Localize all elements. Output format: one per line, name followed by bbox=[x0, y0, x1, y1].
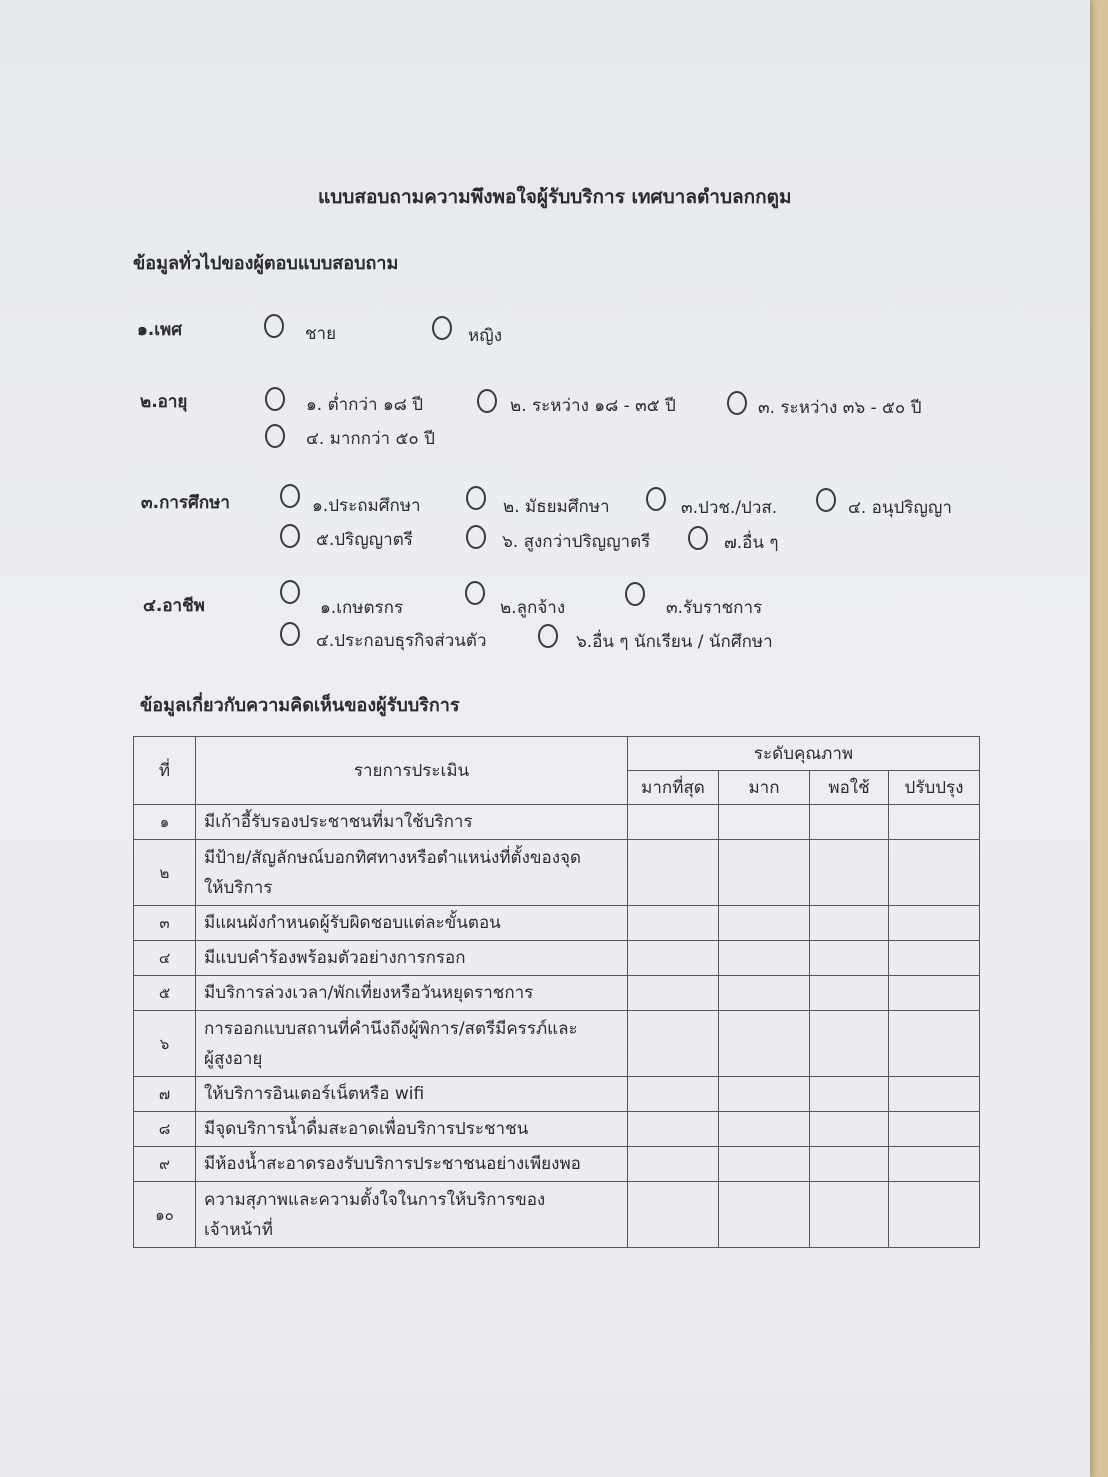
education-option-7-label: ๗.อื่น ๆ bbox=[724, 533, 779, 553]
age-option-4-label: ๔. มากกว่า ๕๐ ปี bbox=[306, 429, 435, 449]
gender-female-radio[interactable] bbox=[432, 316, 452, 340]
education-label: ๓.การศึกษา bbox=[141, 493, 230, 513]
row-item bbox=[196, 1112, 628, 1147]
age-label: ๒.อายุ bbox=[140, 392, 188, 412]
table-row bbox=[134, 941, 980, 976]
education-option-2-label: ๒. มัธยมศึกษา bbox=[503, 497, 610, 517]
row-item bbox=[196, 976, 628, 1011]
education-option-1-label: ๑.ประถมศึกษา bbox=[312, 496, 421, 516]
rating-cell[interactable] bbox=[719, 1147, 810, 1182]
col-level-header: ระดับคุณภาพ bbox=[628, 737, 980, 771]
row-number: ๙ bbox=[134, 1147, 196, 1182]
age-option-1-radio[interactable] bbox=[265, 387, 285, 411]
table-row bbox=[134, 840, 980, 906]
row-number: ๔ bbox=[134, 941, 196, 976]
gender-label: ๑.เพศ bbox=[137, 320, 183, 340]
education-option-4-label: ๔. อนุปริญญา bbox=[848, 498, 952, 518]
occupation-option-1-radio[interactable] bbox=[280, 580, 300, 604]
rating-cell[interactable] bbox=[719, 1011, 810, 1077]
rating-cell[interactable] bbox=[889, 1077, 980, 1112]
row-item bbox=[196, 805, 628, 840]
occupation-option-4-label: ๔.ประกอบธุรกิจส่วนตัว bbox=[316, 631, 487, 651]
education-option-1-radio[interactable] bbox=[280, 484, 300, 508]
education-option-7-radio[interactable] bbox=[688, 526, 708, 550]
rating-cell[interactable] bbox=[628, 906, 719, 941]
row-number: ๘ bbox=[134, 1112, 196, 1147]
occupation-option-2-radio[interactable] bbox=[465, 581, 485, 605]
table-row bbox=[134, 906, 980, 941]
rating-cell[interactable] bbox=[719, 906, 810, 941]
row-item bbox=[196, 1011, 628, 1077]
rating-cell[interactable] bbox=[889, 1011, 980, 1077]
gender-female-label: หญิง bbox=[468, 326, 502, 346]
rating-cell[interactable] bbox=[628, 976, 719, 1011]
rating-cell[interactable] bbox=[719, 805, 810, 840]
age-option-3-radio[interactable] bbox=[727, 391, 747, 415]
table-row bbox=[134, 1011, 980, 1077]
education-option-3-label: ๓.ปวช./ปวส. bbox=[681, 498, 778, 518]
general-info-heading: ข้อมูลทั่วไปของผู้ตอบแบบสอบถาม bbox=[133, 253, 399, 274]
education-option-5-radio[interactable] bbox=[280, 524, 300, 548]
rating-cell[interactable] bbox=[628, 1077, 719, 1112]
age-option-3-label: ๓. ระหว่าง ๓๖ - ๕๐ ปี bbox=[758, 398, 922, 418]
row-item bbox=[196, 1147, 628, 1182]
rating-cell[interactable] bbox=[889, 941, 980, 976]
rating-cell[interactable] bbox=[889, 1147, 980, 1182]
level-header-4: ปรับปรุง bbox=[889, 771, 980, 805]
row-item bbox=[196, 840, 628, 906]
row-number: ๑ bbox=[134, 805, 196, 840]
row-number: ๕ bbox=[134, 976, 196, 1011]
evaluation-table bbox=[133, 736, 980, 1248]
row-item-text: การออกแบบสถานที่คำนึงถึงผู้พิการ/สตรีมีครรภ์และ bbox=[204, 1018, 578, 1039]
row-item-text-cont: ให้บริการ bbox=[204, 877, 273, 898]
occupation-option-6-radio[interactable] bbox=[538, 624, 558, 648]
rating-cell[interactable] bbox=[889, 976, 980, 1011]
rating-cell[interactable] bbox=[889, 1112, 980, 1147]
rating-cell[interactable] bbox=[628, 1112, 719, 1147]
row-item-text: มีแผนผังกำหนดผู้รับผิดชอบแต่ละขั้นตอน bbox=[204, 913, 501, 933]
education-option-3-radio[interactable] bbox=[646, 487, 666, 511]
age-option-2-radio[interactable] bbox=[477, 389, 497, 413]
rating-cell[interactable] bbox=[719, 1077, 810, 1112]
rating-cell[interactable] bbox=[719, 1112, 810, 1147]
rating-cell[interactable] bbox=[810, 1011, 889, 1077]
row-item-text: มีแบบคำร้องพร้อมตัวอย่างการกรอก bbox=[204, 948, 466, 968]
gender-male-label: ชาย bbox=[305, 324, 337, 344]
rating-cell[interactable] bbox=[628, 1182, 719, 1248]
occupation-option-3-radio[interactable] bbox=[625, 582, 645, 606]
row-item bbox=[196, 906, 628, 941]
rating-cell[interactable] bbox=[719, 976, 810, 1011]
level-header-3: พอใช้ bbox=[810, 771, 889, 805]
rating-cell[interactable] bbox=[889, 906, 980, 941]
row-number: ๒ bbox=[134, 840, 196, 906]
education-option-5-label: ๕.ปริญญาตรี bbox=[316, 530, 413, 550]
row-item-text: ให้บริการอินเตอร์เน็ตหรือ wifi bbox=[204, 1084, 425, 1104]
education-option-4-radio[interactable] bbox=[816, 488, 836, 512]
occupation-option-2-label: ๒.ลูกจ้าง bbox=[500, 598, 566, 618]
age-option-4-radio[interactable] bbox=[265, 424, 285, 448]
rating-cell[interactable] bbox=[628, 1147, 719, 1182]
rating-cell[interactable] bbox=[810, 941, 889, 976]
rating-cell[interactable] bbox=[810, 805, 889, 840]
table-row bbox=[134, 1077, 980, 1112]
level-header-2: มาก bbox=[719, 771, 810, 805]
education-option-2-radio[interactable] bbox=[466, 486, 486, 510]
row-item-text-cont: ผู้สูงอายุ bbox=[204, 1048, 263, 1069]
col-no-header: ที่ bbox=[134, 737, 196, 805]
rating-cell[interactable] bbox=[889, 805, 980, 840]
rating-cell[interactable] bbox=[889, 840, 980, 906]
row-item-text: มีป้าย/สัญลักษณ์บอกทิศทางหรือตำแหน่งที่ตั้งของจุด bbox=[204, 847, 582, 868]
row-item-text: มีจุดบริการน้ำดื่มสะอาดเพื่อบริการประชาชน bbox=[204, 1119, 529, 1139]
row-number: ๖ bbox=[134, 1011, 196, 1077]
age-option-2-label: ๒. ระหว่าง ๑๘ - ๓๕ ปี bbox=[510, 396, 676, 416]
age-option-1-label: ๑. ต่ำกว่า ๑๘ ปี bbox=[306, 395, 424, 415]
table-row bbox=[134, 1112, 980, 1147]
row-item-text: มีเก้าอี้รับรองประชาชนที่มาใช้บริการ bbox=[204, 812, 473, 832]
row-item-text: มีห้องน้ำสะอาดรองรับบริการประชาชนอย่างเพียงพอ bbox=[204, 1154, 581, 1174]
education-option-6-radio[interactable] bbox=[466, 525, 486, 549]
table-row bbox=[134, 976, 980, 1011]
occupation-option-4-radio[interactable] bbox=[280, 622, 300, 646]
row-item bbox=[196, 1077, 628, 1112]
education-option-6-label: ๖. สูงกว่าปริญญาตรี bbox=[502, 532, 651, 552]
page-title: แบบสอบถามความพึงพอใจผู้รับบริการ เทศบาลตำบลกกตูม bbox=[318, 186, 792, 208]
rating-cell[interactable] bbox=[810, 976, 889, 1011]
level-header-1: มากที่สุด bbox=[628, 771, 719, 805]
rating-cell[interactable] bbox=[628, 1011, 719, 1077]
occupation-option-1-label: ๑.เกษตรกร bbox=[320, 598, 404, 618]
rating-cell[interactable] bbox=[810, 840, 889, 906]
rating-cell[interactable] bbox=[810, 1077, 889, 1112]
table-row bbox=[134, 1147, 980, 1182]
row-number: ๗ bbox=[134, 1077, 196, 1112]
rating-cell[interactable] bbox=[628, 840, 719, 906]
gender-male-radio[interactable] bbox=[264, 314, 284, 338]
row-item-text: มีบริการล่วงเวลา/พักเที่ยงหรือวันหยุดราชการ bbox=[204, 983, 534, 1003]
rating-cell[interactable] bbox=[810, 906, 889, 941]
table-row bbox=[134, 805, 980, 840]
col-item-header: รายการประเมิน bbox=[196, 737, 628, 805]
row-item-text-cont: เจ้าหน้าที่ bbox=[204, 1219, 273, 1240]
row-number: ๑๐ bbox=[134, 1182, 196, 1248]
rating-cell[interactable] bbox=[628, 805, 719, 840]
rating-cell[interactable] bbox=[628, 941, 719, 976]
rating-cell[interactable] bbox=[810, 1112, 889, 1147]
rating-cell[interactable] bbox=[810, 1147, 889, 1182]
rating-cell[interactable] bbox=[889, 1182, 980, 1248]
rating-cell[interactable] bbox=[719, 840, 810, 906]
rating-cell[interactable] bbox=[719, 941, 810, 976]
table-row bbox=[134, 1182, 980, 1248]
occupation-label: ๔.อาชีพ bbox=[143, 596, 205, 616]
row-item bbox=[196, 941, 628, 976]
occupation-option-3-label: ๓.รับราชการ bbox=[666, 598, 763, 618]
row-item bbox=[196, 1182, 628, 1248]
row-item-text: ความสุภาพและความตั้งใจในการให้บริการของ bbox=[204, 1189, 546, 1210]
rating-cell[interactable] bbox=[810, 1182, 889, 1248]
occupation-option-6-label: ๖.อื่น ๆ นักเรียน / นักศึกษา bbox=[576, 632, 773, 652]
rating-cell[interactable] bbox=[719, 1182, 810, 1248]
opinion-heading: ข้อมูลเกี่ยวกับความคิดเห็นของผู้รับบริการ bbox=[140, 695, 460, 716]
row-number: ๓ bbox=[134, 906, 196, 941]
